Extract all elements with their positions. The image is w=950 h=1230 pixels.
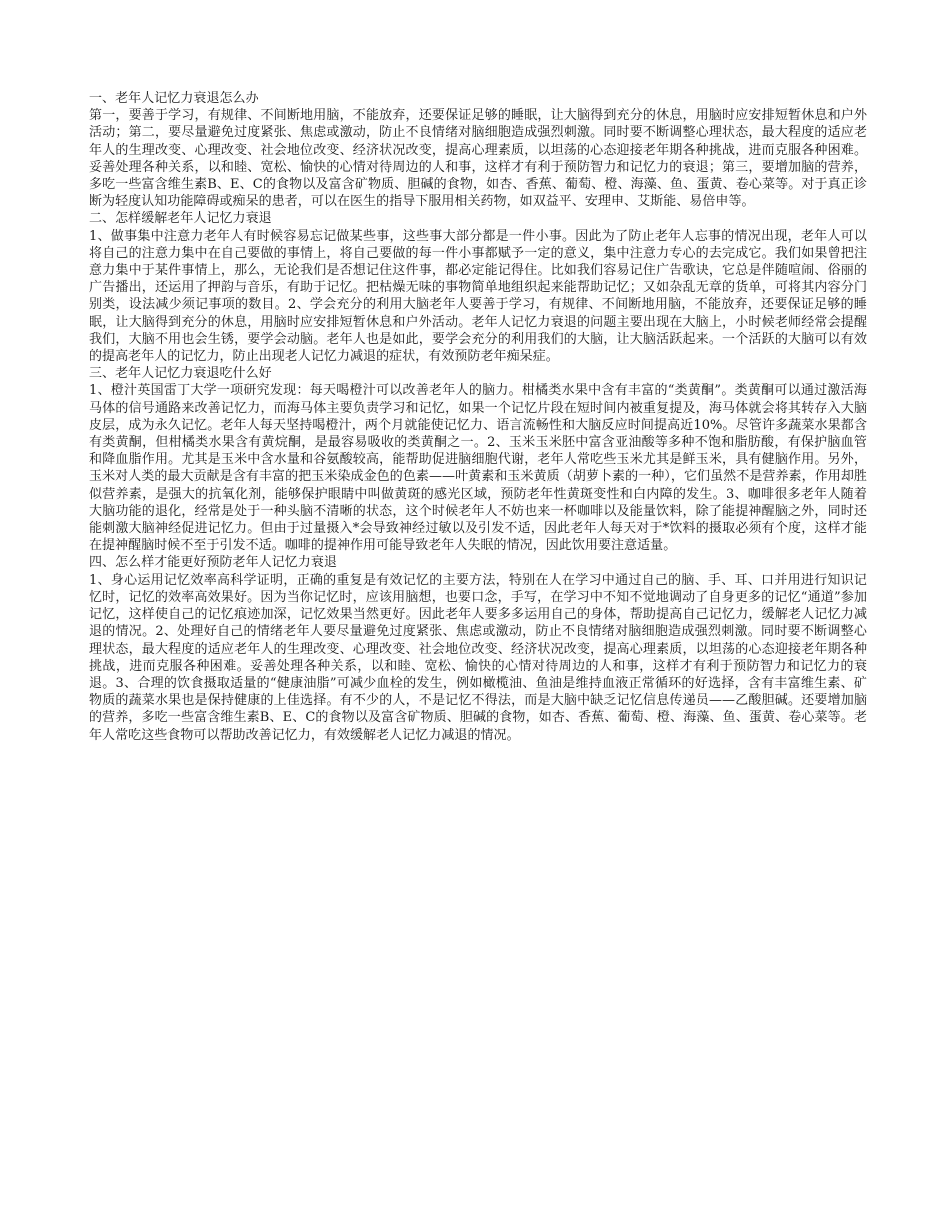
document-body xyxy=(89,90,867,744)
section-heading: 三、老年人记忆力衰退吃什么好 xyxy=(89,366,272,382)
section-paragraph: 1、做事集中注意力老年人有时候容易忘记做某些事，这些事大部分都是一件小事。因此为了防止老年人忘事的情况出现，老年人可以将自己的注意力集中在自己要做的事情上，将自己要做的每一件小事都赋予一定的意义，集中注意力专心的去完成它。我们如果曾把注意力集中于某件事情上，那么，无论我们是否想记住这件事，都必定能记得住。比如我们容易记住广告歌诀，它总是伴随喧闹、俗丽的广告播出，还运用了押韵与音乐，有助于记忆。把枯燥无味的事物简单地组织起来能帮助记忆；又如杂乱无章的货单，可将其内容分门别类，设法减少须记事项的数目。2、学会充分的利用大脑老年人要善于学习，有规律、不间断地用脑，不能放弃，还要保证足够的睡眠，让大脑得到充分的休息，用脑时应安排短暂休息和户外活动。老年人记忆力衰退的问题主要出现在大脑上，小时候老师经常会提醒我们，大脑不用也会生锈，要学会动脑。老年人也是如此，要学会充分的利用我们的大脑，让大脑活跃起来。一个活跃的大脑可以有效的提高老年人的记忆力，防止出现老人记忆力减退的症状，有效预防老年痴呆症。 xyxy=(89,228,867,365)
section-heading: 四、怎么样才能更好预防老年人记忆力衰退 xyxy=(89,555,337,571)
section-4 xyxy=(89,554,867,743)
section-heading: 二、怎样缓解老年人记忆力衰退 xyxy=(89,211,272,227)
section-1 xyxy=(89,90,867,210)
section-heading: 一、老年人记忆力衰退怎么办 xyxy=(89,91,259,106)
section-paragraph: 第一，要善于学习，有规律、不间断地用脑，不能放弃，还要保证足够的睡眠，让大脑得到充分的休息，用脑时应安排短暂休息和户外活动；第二，要尽量避免过度紧张、焦虑或激动，防止不良情绪对脑细胞造成强烈刺激。同时要不断调整心理状态，最大程度的适应老年人的生理改变、心理改变、社会地位改变、经济状况改变，提高心理素质，以坦荡的心态迎接老年期各种挑战，进而克服各种困难。妥善处理各种关系，以和睦、宽松、愉快的心情对待周边的人和事，这样才有利于预防智力和记忆力的衰退；第三，要增加脑的营养，多吃一些富含维生素B、E、C的食物以及富含矿物质、胆碱的食物，如杏、香蕉、葡萄、橙、海藻、鱼、蛋黄、卷心菜等。对于真正诊断为轻度认知功能障碍或痴呆的患者，可以在医生的指导下服用相关药物，如双益平、安理申、艾斯能、易倍申等。 xyxy=(89,108,867,210)
section-2 xyxy=(89,210,867,365)
section-paragraph: 1、身心运用记忆效率高科学证明，正确的重复是有效记忆的主要方法，特别在人在学习中通过自己的脑、手、耳、口并用进行知识记忆时，记忆的效率高效果好。因为当你记忆时，应该用脑想，也要口念，手写，在学习中不知不觉地调动了自身更多的记忆“通道”参加记忆，这样使自己的记忆痕迹加深，记忆效果当然更好。因此老年人要多多运用自己的身体，帮助提高自己记忆力，缓解老人记忆力减退的情况。2、处理好自己的情绪老年人要尽量避免过度紧张、焦虑或激动，防止不良情绪对脑细胞造成强烈刺激。同时要不断调整心理状态，最大程度的适应老年人的生理改变、心理改变、社会地位改变、经济状况改变，提高心理素质，以坦荡的心态迎接老年期各种挑战，进而克服各种困难。妥善处理各种关系，以和睦、宽松、愉快的心情对待周边的人和事，这样才有利于预防智力和记忆力的衰退。3、合理的饮食摄取适量的“健康油脂”可减少血栓的发生，例如橄榄油、鱼油是维持血液正常循环的好选择，含有丰富维生素、矿物质的蔬菜水果也是保持健康的上佳选择。有不少的人，不是记忆不得法，而是大脑中缺乏记忆信息传递员——乙酸胆碱。还要增加脑的营养，多吃一些富含维生素B、E、C的食物以及富含矿物质、胆碱的食物，如杏、香蕉、葡萄、橙、海藻、鱼、蛋黄、卷心菜等。老年人常吃这些食物可以帮助改善记忆力，有效缓解老人记忆力减退的情况。 xyxy=(89,572,867,743)
section-paragraph: 1、橙汁英国雷丁大学一项研究发现：每天喝橙汁可以改善老年人的脑力。柑橘类水果中含有丰富的“类黄酮”。类黄酮可以通过激活海马体的信号通路来改善记忆力，而海马体主要负责学习和记忆，如果一个记忆片段在短时间内被重复提及，海马体就会将其转存入大脑皮层，成为永久记忆。老年人每天坚持喝橙汁，两个月就能使记忆力、语言流畅性和大脑反应时间提高近10%。尽管许多蔬菜水果都含有类黄酮，但柑橘类水果含有黄烷酮，是最容易吸收的类黄酮之一。2、玉米玉米胚中富含亚油酸等多种不饱和脂肪酸，有保护脑血管和降血脂作用。尤其是玉米中含水量和谷氨酸较高，能帮助促进脑细胞代谢，老年人常吃些玉米尤其是鲜玉米，具有健脑作用。另外，玉米对人类的最大贡献是含有丰富的把玉米染成金色的色素——叶黄素和玉米黄质（胡萝卜素的一种），它们虽然不是营养素，作用却胜似营养素，是强大的抗氧化剂，能够保护眼睛中叫做黄斑的感光区域，预防老年性黄斑变性和白内障的发生。3、咖啡很多老年人随着大脑功能的退化，经常是处于一种头脑不清晰的状态，这个时候老年人不妨也来一杯咖啡以及能量饮料，除了能提神醒脑之外，同时还能刺激大脑神经促进记忆力。但由于过量摄入*会导致神经过敏以及引发不适，因此老年人每天对于*饮料的摄取必须有个度，这样才能在提神醒脑时候不至于引发不适。咖啡的提神作用可能导致老年人失眠的情况，因此饮用要注意适量。 xyxy=(89,383,867,554)
section-3 xyxy=(89,365,867,554)
